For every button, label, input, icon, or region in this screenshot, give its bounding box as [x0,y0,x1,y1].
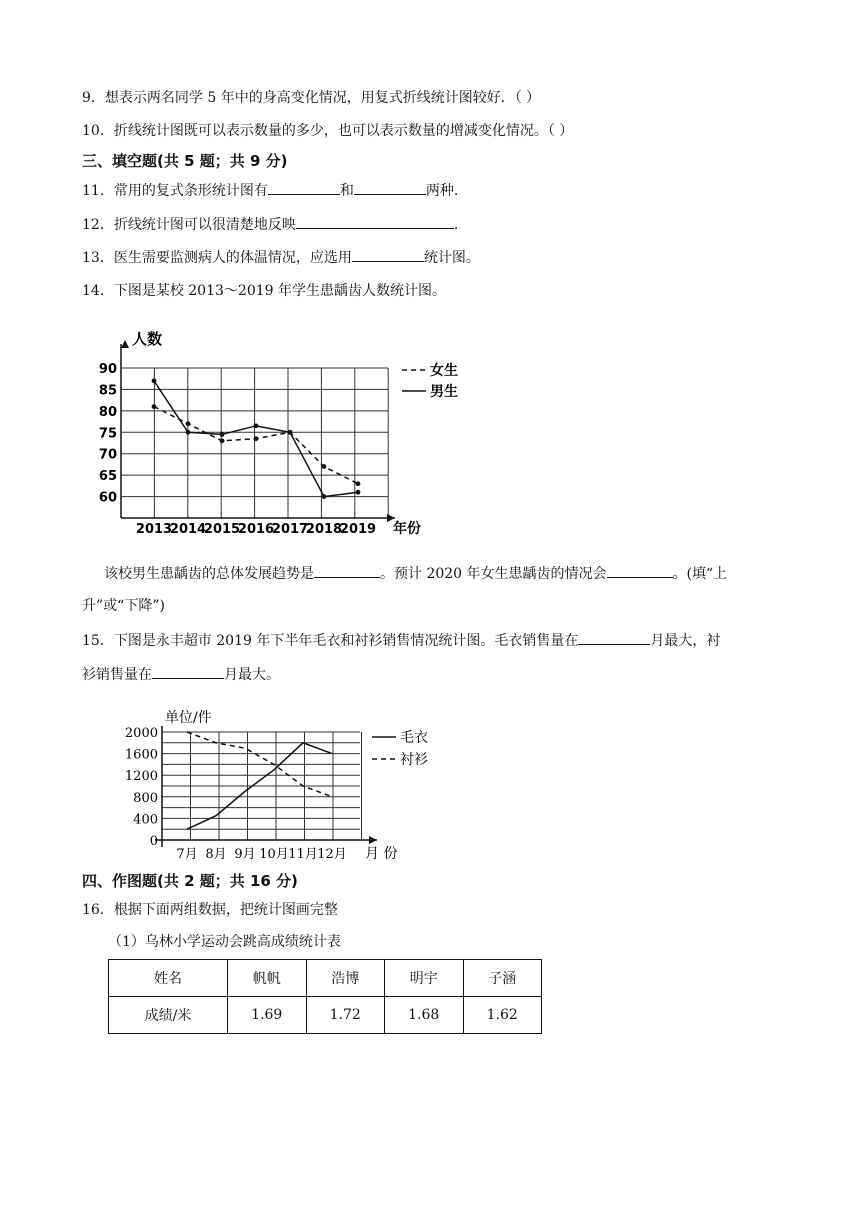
table-row [109,997,542,1034]
y-tick-label: 1200 [124,769,158,785]
question-12 [82,214,458,235]
data-point [254,436,259,441]
question-number: 15． [82,633,114,649]
question-text: . [453,217,459,233]
y-tick-label: 85 [98,383,117,399]
x-tick-label: 11月 [288,847,318,862]
question-text: 两种. [425,183,459,199]
data-point [322,464,327,469]
table-header-row [109,960,542,997]
question-text: 升”或“下降”) [82,598,165,614]
y-tick-label: 60 [98,490,117,506]
table-cell: 姓名 [109,960,228,997]
data-point [356,490,361,495]
y-axis-label: 人数 [132,330,163,348]
x-tick-label: 2018 [305,522,343,537]
question-text: 。预计 2020 年女生患龋齿的情况会 [380,566,607,582]
question-number: 16． [82,902,114,918]
table-cell: 1.69 [228,997,307,1034]
x-tick-label: 2016 [237,522,275,537]
section-heading-drawing: 四、作图题(共 2 题；共 16 分) [82,872,298,890]
question-14 [82,281,446,301]
question-10 [82,121,573,141]
y-tick-label: 1600 [124,747,158,763]
section-heading-fill-blank: 三、填空题(共 5 题；共 9 分) [82,152,288,170]
question-number: 9． [82,90,105,106]
question-15-cont [82,664,280,685]
question-14-answer [104,563,727,584]
high-jump-table [108,959,542,1034]
x-tick-label: 12月 [317,847,347,862]
data-point [186,421,191,426]
chart-caries-line [90,322,458,547]
x-tick-label: 8月 [205,847,227,862]
legend-label: 衬衫 [400,752,428,768]
y-tick-label: 2000 [124,726,158,741]
data-point [152,404,157,409]
data-point [288,430,293,435]
table-cell: 明宇 [385,960,464,997]
question-13 [82,247,480,268]
table-cell: 成绩/米 [109,997,228,1034]
table-cell: 浩博 [306,960,385,997]
question-9 [82,88,540,108]
question-text: 和 [339,183,354,199]
question-text: 该校男生患龋齿的总体发展趋势是 [104,566,314,582]
table-cell: 1.68 [385,997,464,1034]
question-number: 10． [82,123,114,139]
question-14-answer-cont [82,596,165,616]
data-point [356,481,361,486]
table-cell: 1.72 [306,997,385,1034]
answer-blank[interactable] [268,180,340,195]
y-tick-label: 0 [149,834,158,849]
question-text: 常用的复式条形统计图有 [113,183,268,199]
data-point [322,494,327,499]
question-15 [82,630,720,651]
table-cell: 1.62 [463,997,542,1034]
data-point [220,438,225,443]
x-tick-label: 7月 [176,847,198,862]
question-text: 医生需要监测病人的体温情况，应选用 [113,250,352,266]
series-line-1 [154,407,358,484]
answer-blank[interactable] [152,664,224,679]
legend-label: 女生 [430,363,458,379]
question-text: 月最大。 [224,667,280,683]
y-tick-label: 90 [98,362,117,377]
question-text: 统计图。 [423,250,480,266]
y-tick-label: 70 [98,447,117,463]
y-axis-label-group [121,330,162,348]
question-text: 折线统计图既可以表示数量的多少，也可以表示数量的增减变化情况。（ ） [113,123,574,139]
question-text: 衫销售量在 [82,667,152,683]
x-tick-label: 2019 [339,522,377,537]
question-11 [82,180,458,201]
y-axis-arrow-icon [121,340,129,348]
x-axis-label: 月 份 [365,846,398,862]
data-point [254,423,259,428]
question-number: 13． [82,250,114,266]
y-tick-label: 800 [133,790,158,806]
question-number: 12． [82,217,114,233]
x-tick-label: 2017 [271,522,309,537]
answer-blank[interactable] [352,247,424,262]
answer-blank[interactable] [354,180,426,195]
answer-blank[interactable] [607,563,673,578]
x-tick-label: 2014 [169,522,207,537]
question-number: 14． [82,283,114,299]
question-text: 根据下面两组数据，把统计图画完整 [113,902,338,918]
answer-blank[interactable] [578,630,650,645]
table-cell: 帆帆 [228,960,307,997]
question-16-sub1: （1）乌林小学运动会跳高成绩统计表 [108,934,341,950]
y-tick-label: 75 [98,426,117,442]
data-point [186,430,191,435]
y-tick-label: 80 [98,404,117,420]
question-16 [82,900,338,920]
legend-label: 毛衣 [400,730,428,746]
x-axis-label: 年份 [393,521,421,537]
x-tick-label: 10月 [259,847,289,862]
question-text: 折线统计图可以很清楚地反映 [113,217,296,233]
question-text: 想表示两名同学 5 年中的身高变化情况，用复式折线统计图较好．（ ） [104,90,541,106]
x-tick-label: 9月 [234,847,256,862]
x-tick-label: 2013 [135,522,173,537]
table-cell: 子涵 [463,960,542,997]
question-number: 11． [82,183,114,199]
question-text: 下图是永丰超市 2019 年下半年毛衣和衬衫销售情况统计图。毛衣销售量在 [113,633,579,649]
answer-blank[interactable] [296,214,454,229]
data-point [152,378,157,383]
x-axis-arrow-icon [369,836,377,844]
y-tick-label: 65 [98,469,117,485]
question-text: 月最大，衬 [650,633,721,649]
data-point [220,432,225,437]
legend-label: 男生 [430,384,458,400]
chart-sales-line [115,702,445,867]
y-axis-label: 单位/件 [165,710,212,726]
question-text: 。(填“上 [672,566,728,582]
answer-blank[interactable] [314,563,380,578]
question-text: 下图是某校 2013～2019 年学生患龋齿人数统计图。 [113,283,446,299]
y-tick-label: 400 [133,812,158,828]
x-tick-label: 2015 [203,522,241,537]
